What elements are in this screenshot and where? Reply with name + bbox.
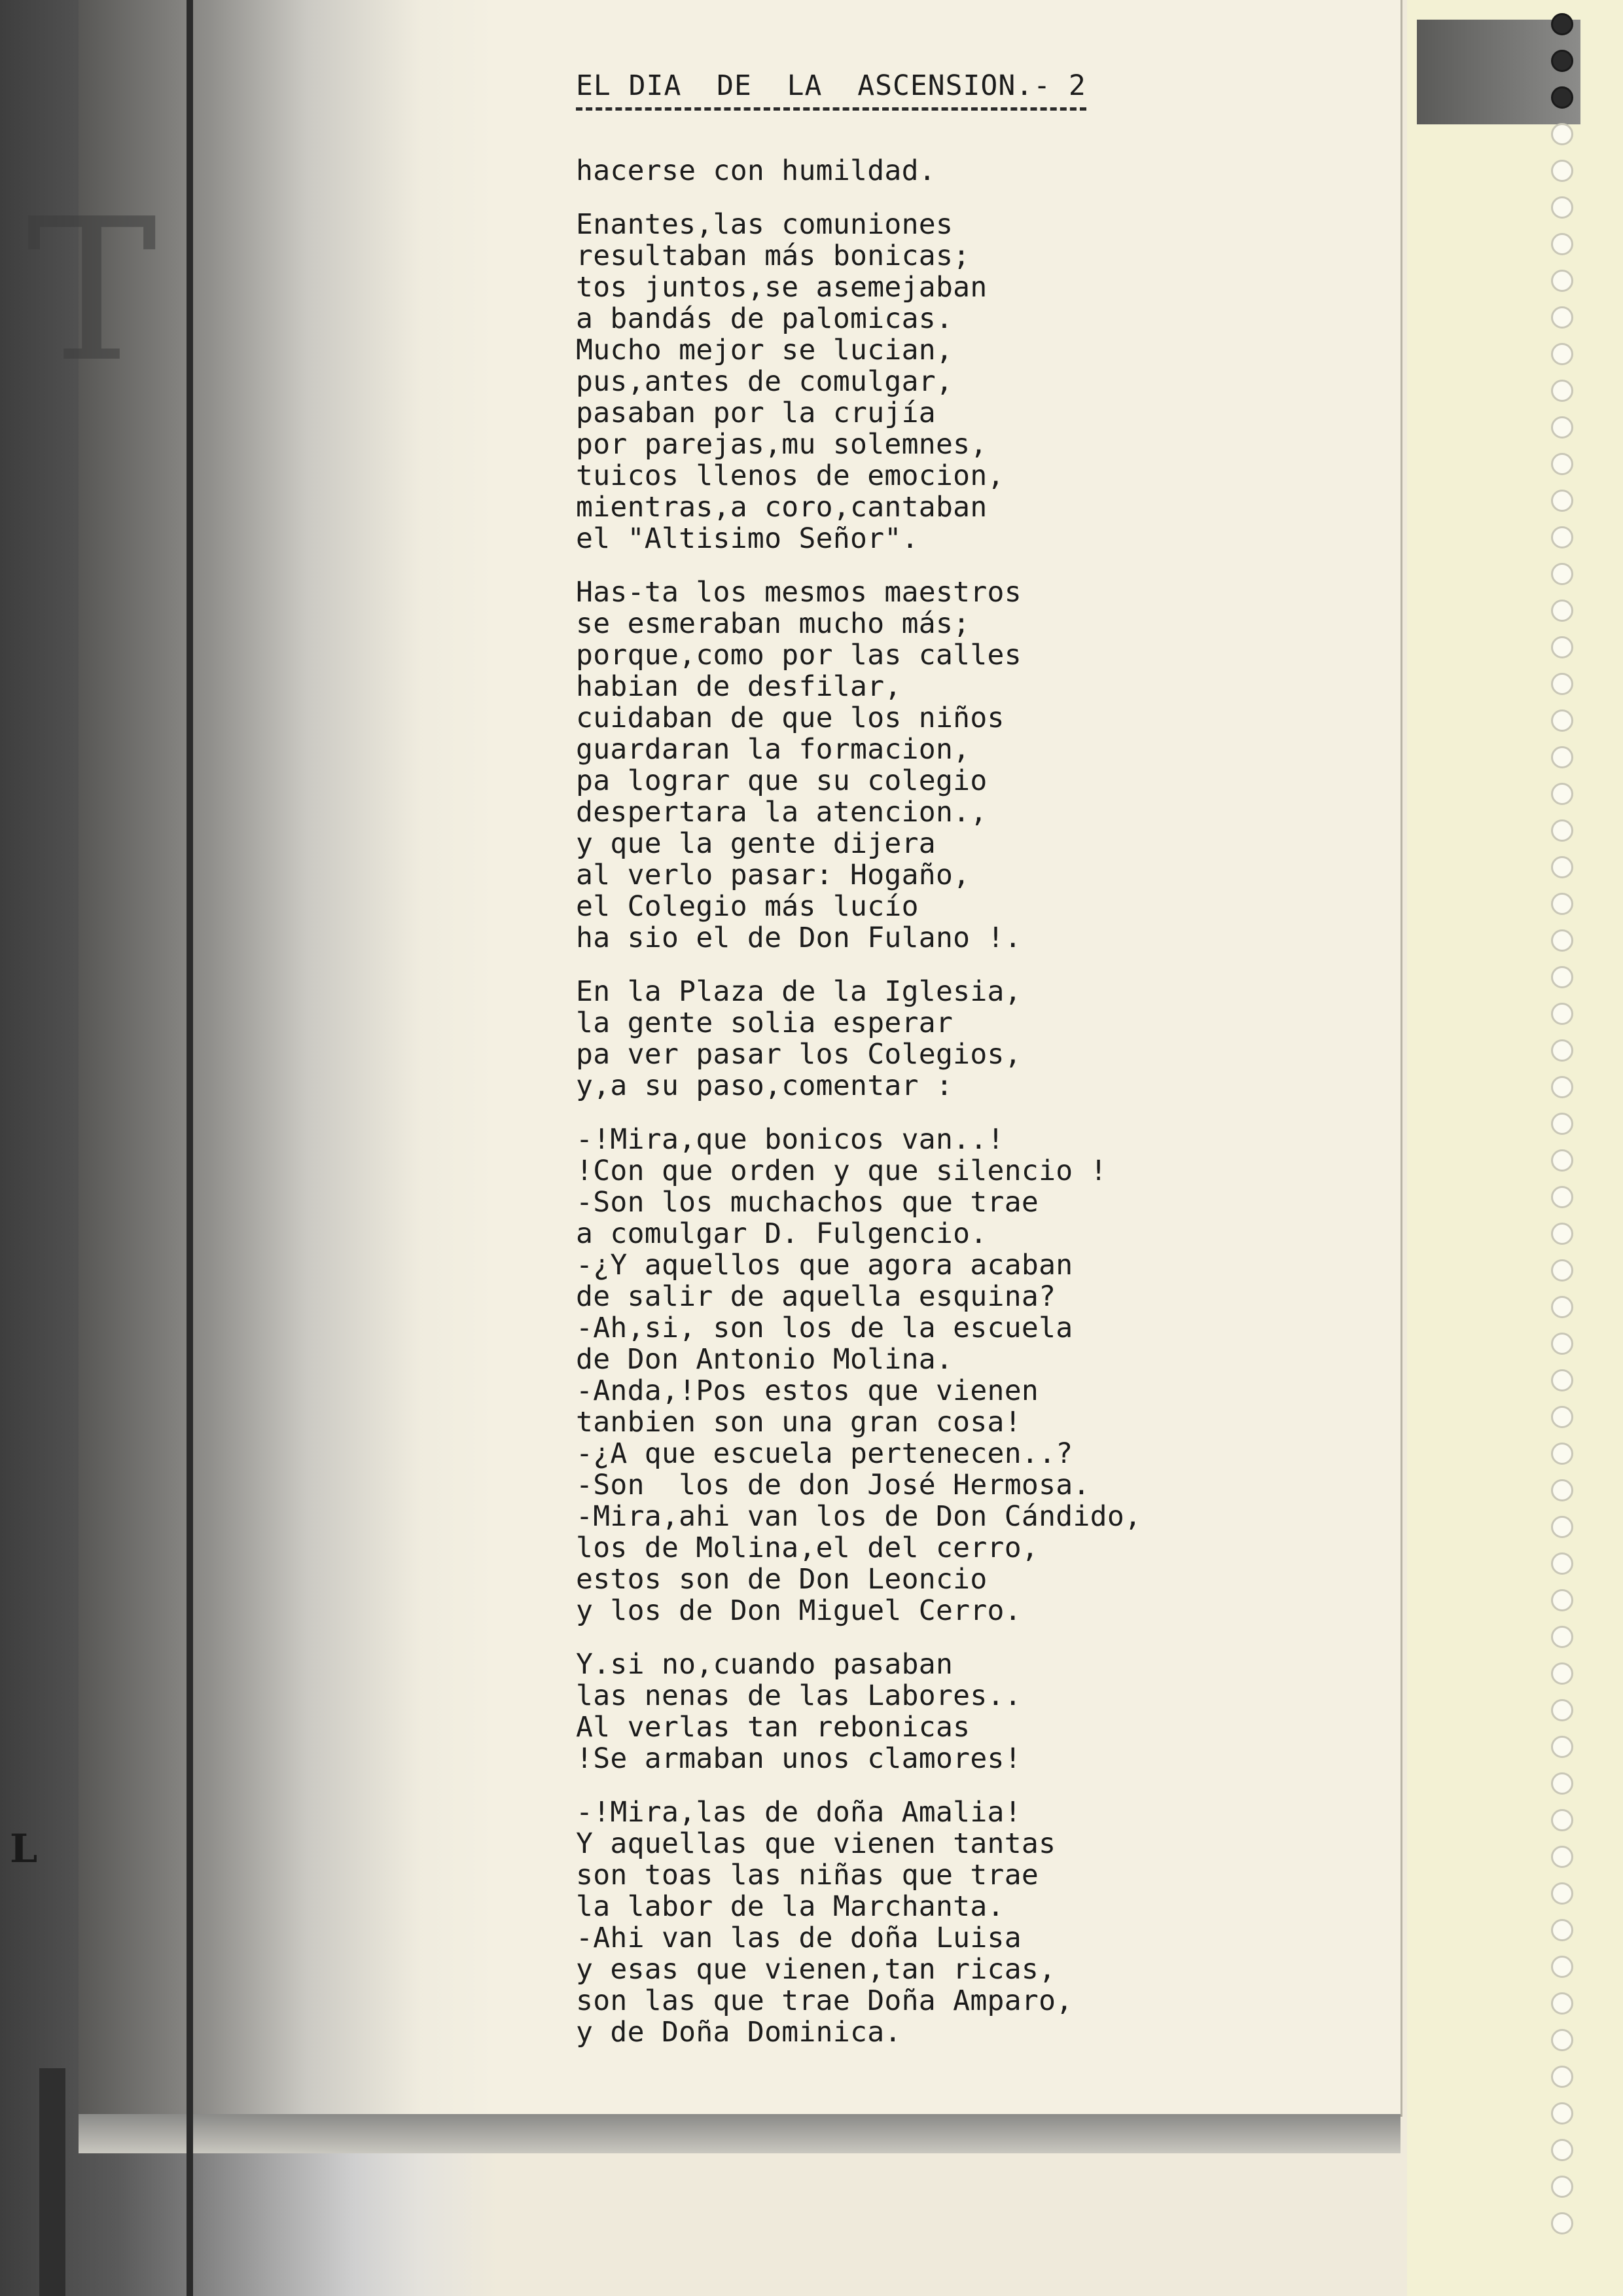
poem-line: ha sio el de Don Fulano !. <box>576 922 1022 954</box>
poem-line: Has-ta los mesmos maestros <box>576 576 1022 609</box>
poem-line: -Son los muchachos que trae <box>576 1186 1039 1219</box>
binder-hole <box>1551 563 1573 585</box>
poem-line: de salir de aquella esquina? <box>576 1280 1056 1313</box>
poem-line: mientras,a coro,cantaban <box>576 491 988 524</box>
binder-hole <box>1551 2066 1573 2088</box>
poem-line: y que la gente dijera <box>576 827 936 860</box>
poem-line: Al verlas tan rebonicas <box>576 1711 971 1744</box>
poem-line: se esmeraban mucho más; <box>576 607 971 640</box>
poem-line: hacerse con humildad. <box>576 154 936 187</box>
poem-line: las nenas de las Labores.. <box>576 1679 1022 1712</box>
poem-line: tos juntos,se asemejaban <box>576 271 988 304</box>
binder-hole <box>1551 1003 1573 1025</box>
binder-hole <box>1551 50 1573 72</box>
binder-hole <box>1551 2212 1573 2234</box>
binder-hole <box>1551 306 1573 329</box>
binder-hole <box>1551 1626 1573 1648</box>
poem-line: pa lograr que su colegio <box>576 764 988 797</box>
binder-hole <box>1551 1479 1573 1501</box>
binder-hole <box>1551 1259 1573 1282</box>
poem-line: son toas las niñas que trae <box>576 1859 1039 1892</box>
binder-hole <box>1551 1772 1573 1795</box>
binder-hole <box>1551 1186 1573 1208</box>
stanza <box>576 1649 1414 1774</box>
binder-hole <box>1551 526 1573 548</box>
poem-line: !Se armaban unos clamores! <box>576 1742 1022 1775</box>
binder-hole <box>1551 1882 1573 1905</box>
binder-hole <box>1551 1809 1573 1831</box>
poem-line: porque,como por las calles <box>576 639 1022 672</box>
poem-line: -Ah,si, son los de la escuela <box>576 1312 1073 1344</box>
binder-hole <box>1551 1369 1573 1391</box>
fold-line-lower <box>39 2068 65 2296</box>
binder-hole <box>1551 1589 1573 1611</box>
binder-hole <box>1551 1552 1573 1575</box>
poem-line: guardaran la formacion, <box>576 733 971 766</box>
poem-line: y,a su paso,comentar : <box>576 1069 954 1102</box>
binder-hole <box>1551 1406 1573 1428</box>
stanza <box>576 155 1414 187</box>
binder-hole <box>1551 893 1573 915</box>
stanza <box>576 1797 1414 2048</box>
binder-hole <box>1551 86 1573 109</box>
poem-line: y los de Don Miguel Cerro. <box>576 1594 1022 1627</box>
binder-hole <box>1551 783 1573 805</box>
fold-line <box>187 0 193 2296</box>
binder-hole <box>1551 1113 1573 1135</box>
page-title: EL DIA DE LA ASCENSION.- 2 <box>576 65 1086 111</box>
poem-line: pasaban por la crujía <box>576 397 936 429</box>
poem-line: tuicos llenos de emocion, <box>576 459 1005 492</box>
stanza <box>576 577 1414 954</box>
poem-line: estos son de Don Leoncio <box>576 1563 988 1596</box>
poem-line: resultaban más bonicas; <box>576 240 971 272</box>
poem-line: los de Molina,el del cerro, <box>576 1532 1039 1564</box>
typed-page <box>576 65 1414 2070</box>
binder-hole <box>1551 1956 1573 1978</box>
poem-line: son las que trae Doña Amparo, <box>576 1984 1073 2017</box>
faded-background-letter: T <box>26 177 158 405</box>
page-bottom-shadow <box>79 2114 1400 2153</box>
binder-hole <box>1551 2029 1573 2051</box>
poem-line: de Don Antonio Molina. <box>576 1343 954 1376</box>
binder-hole <box>1551 416 1573 439</box>
stanza <box>576 976 1414 1102</box>
poem-line: a bandás de palomicas. <box>576 302 954 335</box>
binder-hole <box>1551 1846 1573 1868</box>
poem-line: cuidaban de que los niños <box>576 702 1005 734</box>
poem-line: y esas que vienen,tan ricas, <box>576 1953 1056 1986</box>
binder-hole <box>1551 709 1573 732</box>
poem-line: la labor de la Marchanta. <box>576 1890 1005 1923</box>
poem-line: por parejas,mu solemnes, <box>576 428 988 461</box>
binder-hole <box>1551 1333 1573 1355</box>
binder-hole <box>1551 123 1573 145</box>
poem-line: -!Mira,las de doña Amalia! <box>576 1796 1022 1829</box>
binder-hole <box>1551 1919 1573 1941</box>
binder-hole <box>1551 1296 1573 1318</box>
stanza <box>576 209 1414 554</box>
binder-hole <box>1551 2139 1573 2161</box>
poem-line: tanbien son una gran cosa! <box>576 1406 1022 1439</box>
poem-line: -Ahi van las de doña Luisa <box>576 1922 1022 1954</box>
binder-hole <box>1551 746 1573 768</box>
binder-hole <box>1551 600 1573 622</box>
poem-body <box>576 155 1414 2048</box>
poem-line: Enantes,las comuniones <box>576 208 954 241</box>
binder-hole <box>1551 1736 1573 1758</box>
poem-line: al verlo pasar: Hogaño, <box>576 859 971 891</box>
poem-line: !Con que orden y que silencio ! <box>576 1155 1107 1187</box>
poem-line: Y.si no,cuando pasaban <box>576 1648 954 1681</box>
poem-line: pus,antes de comulgar, <box>576 365 954 398</box>
binder-hole <box>1551 966 1573 988</box>
binder-hole <box>1551 196 1573 219</box>
binder-hole <box>1551 1223 1573 1245</box>
poem-line: el Colegio más lucío <box>576 890 919 923</box>
binder-hole <box>1551 160 1573 182</box>
binder-hole <box>1551 453 1573 475</box>
poem-line: a comulgar D. Fulgencio. <box>576 1217 988 1250</box>
poem-line: Mucho mejor se lucian, <box>576 334 954 367</box>
binder-hole <box>1551 490 1573 512</box>
binder-hole <box>1551 233 1573 255</box>
binder-hole <box>1551 1149 1573 1172</box>
binder-hole <box>1551 1443 1573 1465</box>
binder-hole <box>1551 636 1573 658</box>
poem-line: pa ver pasar los Colegios, <box>576 1038 1022 1071</box>
poem-line: habian de desfilar, <box>576 670 902 703</box>
binder-hole <box>1551 1699 1573 1721</box>
binder-hole <box>1551 270 1573 292</box>
poem-line: -!Mira,que bonicos van..! <box>576 1123 1005 1156</box>
binder-hole <box>1551 1516 1573 1538</box>
poem-line: Y aquellas que vienen tantas <box>576 1827 1056 1860</box>
poem-line: despertara la atencion., <box>576 796 988 829</box>
edge-letter: L <box>10 1826 38 1872</box>
binder-hole <box>1551 2176 1573 2198</box>
poem-line: -Son los de don José Hermosa. <box>576 1469 1090 1501</box>
binder-holes <box>1551 13 1603 2271</box>
poem-line: -Mira,ahi van los de Don Cándido, <box>576 1500 1142 1533</box>
poem-line: -¿A que escuela pertenecen..? <box>576 1437 1073 1470</box>
binder-hole <box>1551 929 1573 952</box>
poem-line: el "Altisimo Señor". <box>576 522 919 555</box>
poem-line: la gente solia esperar <box>576 1007 954 1039</box>
binder-hole <box>1551 1039 1573 1062</box>
binder-hole <box>1551 1076 1573 1098</box>
poem-line: -¿Y aquellos que agora acaban <box>576 1249 1073 1282</box>
binder-hole <box>1551 856 1573 878</box>
binder-hole <box>1551 673 1573 695</box>
binder-hole <box>1551 13 1573 35</box>
poem-line: En la Plaza de la Iglesia, <box>576 975 1022 1008</box>
binder-hole <box>1551 343 1573 365</box>
binder-hole <box>1551 1662 1573 1685</box>
poem-line: y de Doña Dominica. <box>576 2016 902 2049</box>
poem-line: -Anda,!Pos estos que vienen <box>576 1374 1039 1407</box>
binder-hole <box>1551 2102 1573 2125</box>
binder-hole <box>1551 819 1573 842</box>
binder-hole <box>1551 1992 1573 2015</box>
binder-hole <box>1551 380 1573 402</box>
stanza <box>576 1124 1414 1626</box>
